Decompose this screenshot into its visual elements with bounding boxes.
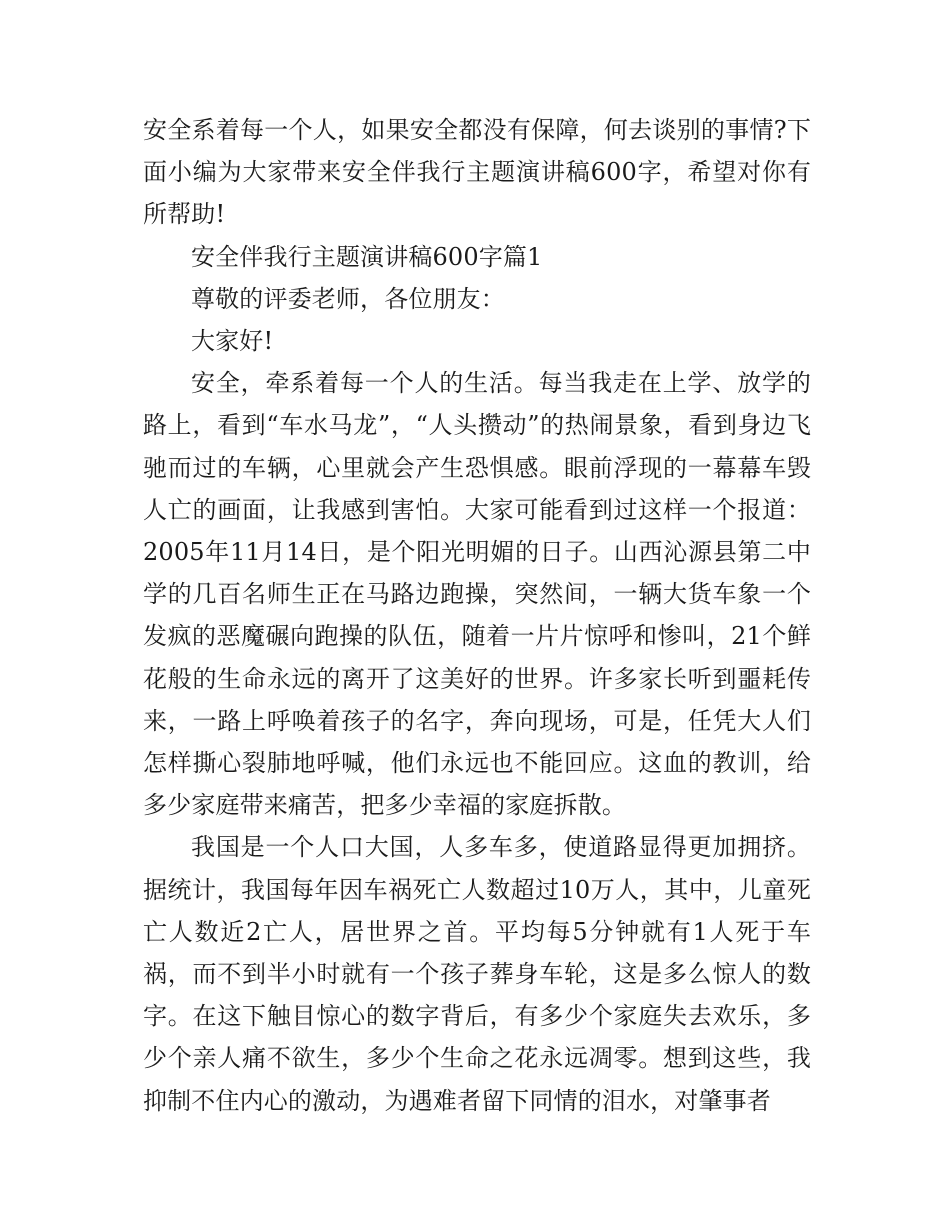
body-paragraph-2: 我国是一个人口大国，人多车多，使道路显得更加拥挤。据统计，我国每年因车祸死亡人数超过10万人，其中，儿童死亡人数近2亡人，居世界之首。平均每5分钟就有1人死于车祸，而不到半小时就有一个孩子葬身车轮，这是多么惊人的数字。在这下触目惊心的数字背后，有多少个家庭失去欢乐，多少个亲人痛不欲生，多少个生命之花永远凋零。想到这些，我抑制不住内心的激动，为遇难者留下同情的泪水，对肇事者	[143, 833, 811, 1115]
document-body	[143, 109, 811, 1122]
intro-paragraph: 安全系着每一个人，如果安全都没有保障，何去谈别的事情?下面小编为大家带来安全伴我行主题演讲稿600字，希望对你有所帮助!	[143, 116, 811, 229]
body-paragraph-1: 安全，牵系着每一个人的生活。每当我走在上学、放学的路上，看到“车水马龙”，“人头攒动”的热闹景象，看到身边飞驰而过的车辆，心里就会产生恐惧感。眼前浮现的一幕幕车毁人亡的画面，让我感到害怕。大家可能看到过这样一个报道：2005年11月14日，是个阳光明媚的日子。山西沁源县第二中学的几百名师生正在马路边跑操，突然间，一辆大货车象一个发疯的恶魔碾向跑操的队伍，随着一片片惊呼和惨叫，21个鲜花般的生命永远的离开了这美好的世界。许多家长听到噩耗传来，一路上呼唤着孩子的名字，奔向现场，可是，任凭大人们怎样撕心裂肺地呼喊，他们永远也不能回应。这血的教训，给多少家庭带来痛苦，把多少幸福的家庭拆散。	[143, 369, 811, 820]
salutation: 尊敬的评委老师，各位朋友：	[191, 284, 505, 313]
section-title: 安全伴我行主题演讲稿600字篇1	[191, 242, 543, 271]
greeting: 大家好!	[191, 327, 274, 356]
